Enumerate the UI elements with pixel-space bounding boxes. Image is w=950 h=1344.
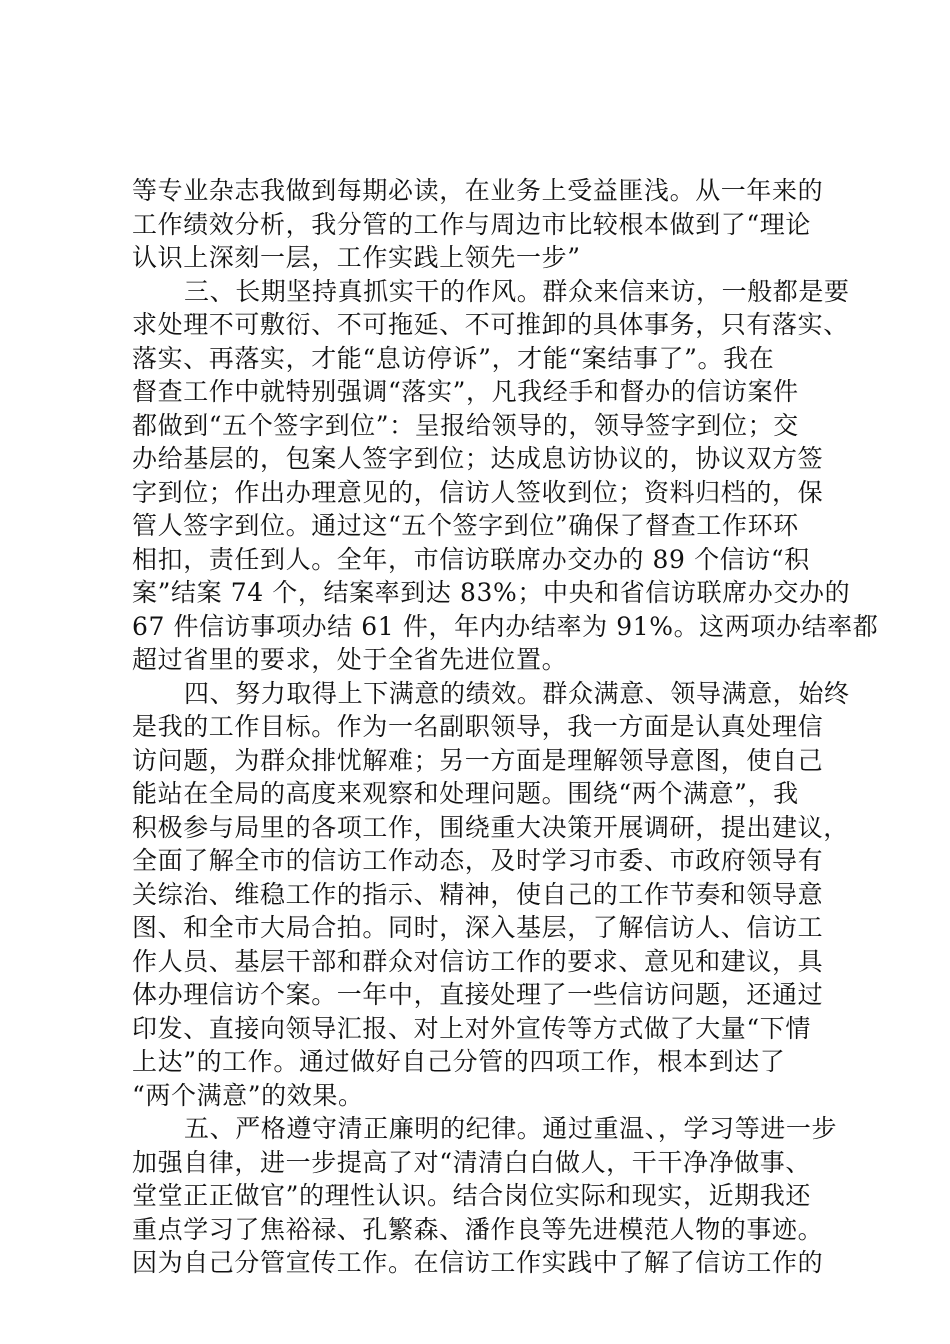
text-line: 因为自己分管宣传工作。在信访工作实践中了解了信访工作的 — [132, 1248, 824, 1277]
text-line: 认识上深刻一层，工作实践上领先一步” — [132, 243, 581, 272]
text-line: 印发、直接向领导汇报、对上对外宣传等方式做了大量“下情 — [132, 1013, 811, 1043]
text-line: 管人签字到位。通过这“五个签字到位”确保了督查工作环环 — [132, 511, 799, 540]
text-line: 体办理信访个案。一年中，直接处理了一些信访问题，还通过 — [132, 980, 824, 1009]
text-line: 重点学习了焦裕禄、孔繁森、潘作良等先进模范人物的事迹。 — [132, 1214, 824, 1244]
paragraph-first-line: 四、努力取得上下满意的绩效。群众满意、领导满意，始终 — [184, 678, 850, 708]
text-line: 加强自律，进一步提高了对“清清白白做人，干干净净做事、 — [132, 1147, 811, 1177]
text-line: 能站在全局的高度来观察和处理问题。围绕“两个满意”，我 — [132, 779, 799, 808]
text-line: 案”结案 74 个，结案率到达 83%；中央和省信访联席办交办的 — [132, 578, 851, 607]
text-line: 堂堂正正做官”的理性认识。结合岗位实际和现实，近期我还 — [132, 1181, 811, 1210]
text-line: 67 件信访事项办结 61 件，年内办结率为 91%。这两项办结率都 — [132, 611, 879, 641]
text-line: 关综治、维稳工作的指示、精神，使自己的工作节奏和领导意 — [132, 879, 824, 909]
text-line: 相扣，责任到人。全年，市信访联席办交办的 89 个信访“积 — [132, 544, 810, 574]
text-line: 求处理不可敷衍、不可拖延、不可推卸的具体事务，只有落实、 — [132, 310, 849, 339]
text-line: 工作绩效分析，我分管的工作与周边市比较根本做到了“理论 — [132, 209, 811, 239]
text-line: 超过省里的要求，处于全省先进位置。 — [132, 645, 568, 674]
text-line: 督查工作中就特别强调“落实”，凡我经手和督办的信访案件 — [132, 377, 799, 406]
text-line: 访问题，为群众排忧解难；另一方面是理解领导意图，使自己 — [132, 745, 824, 775]
text-line: 等专业杂志我做到每期必读，在业务上受益匪浅。从一年来的 — [132, 176, 824, 205]
text-line: 是我的工作目标。作为一名副职领导，我一方面是认真处理信 — [132, 712, 824, 741]
text-line: 图、和全市大局合拍。同时，深入基层，了解信访人、信访工 — [132, 913, 824, 942]
paragraph-first-line: 五、严格遵守清正廉明的纪律。通过重温、，学习等进一步 — [184, 1114, 838, 1143]
text-line: “两个满意”的效果。 — [132, 1080, 364, 1110]
text-line: 积极参与局里的各项工作，围绕重大决策开展调研，提出建议， — [132, 812, 849, 842]
text-line: 都做到“五个签字到位”：呈报给领导的，领导签字到位；交 — [132, 410, 799, 440]
text-line: 作人员、基层干部和群众对信访工作的要求、意见和建议，具 — [132, 946, 824, 976]
document-body — [132, 174, 879, 1280]
paragraph-first-line: 三、长期坚持真抓实干的作风。群众来信来访，一般都是要 — [184, 276, 850, 306]
text-line: 字到位；作出办理意见的，信访人签收到位；资料归档的，保 — [132, 477, 824, 507]
text-line: 全面了解全市的信访工作动态，及时学习市委、市政府领导有 — [132, 846, 824, 875]
text-line: 上达”的工作。通过做好自己分管的四项工作，根本到达了 — [132, 1047, 786, 1076]
text-line: 落实、再落实，才能“息访停诉”，才能“案结事了”。我在 — [132, 343, 775, 373]
text-line: 办给基层的，包案人签字到位；达成息访协议的，协议双方签 — [132, 444, 824, 473]
